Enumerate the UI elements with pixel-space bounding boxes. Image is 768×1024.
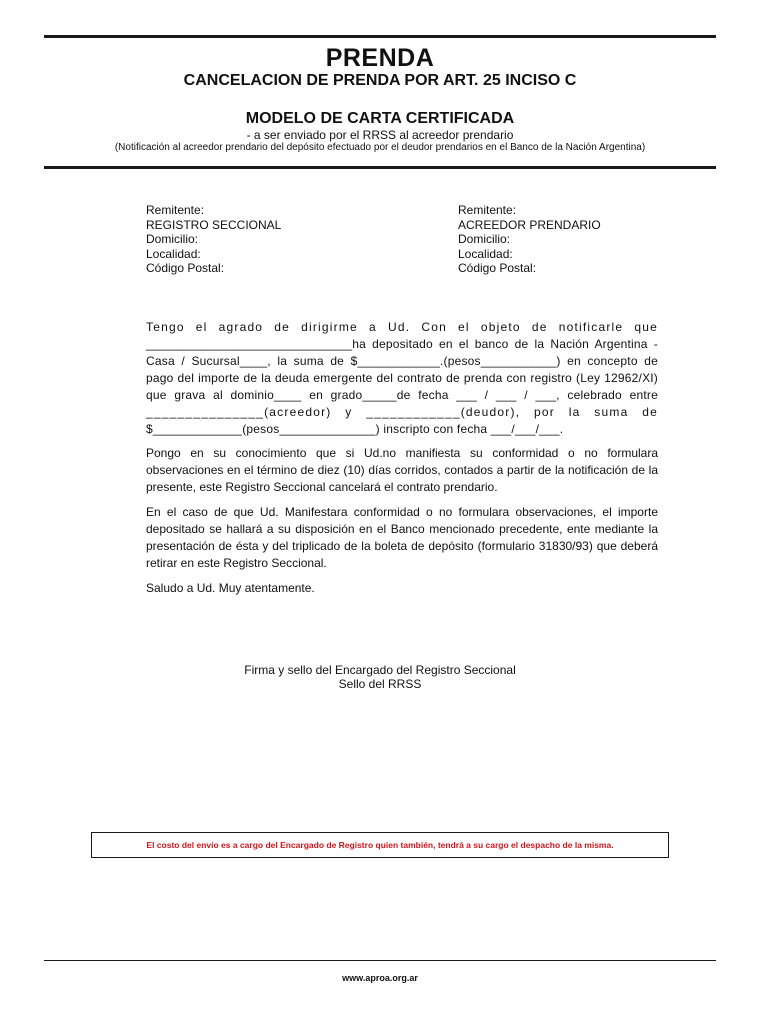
letter-paragraph-1	[146, 319, 658, 438]
model-title: MODELO DE CARTA CERTIFICADA	[245, 110, 515, 127]
signature-block	[44, 663, 716, 691]
locality-label: Localidad:	[458, 246, 513, 261]
sub-note: - a ser enviado por el RRSS al acreedor prendario	[246, 128, 514, 142]
sender-block-creditor	[458, 203, 601, 276]
paragraph-line: ______________________________ha depositado en el banco de la Nación Argentina -	[146, 337, 658, 351]
seal-line: Sello del RRSS	[338, 677, 422, 691]
paragraph-line: pago del importe de la deuda emergente del contrato de prenda con registro (Ley 12962/XI)	[146, 371, 658, 385]
notification-note: (Notificación al acreedor prendario del depósito efectuado por el deudor prendarios en el Banco de la Nación Argentina)	[114, 142, 646, 153]
footer-rule	[44, 960, 716, 961]
footer-url[interactable]: www.aproa.org.ar	[342, 973, 418, 983]
address-label: Domicilio:	[146, 232, 199, 246]
paragraph-line: que grava al dominio____ en grado_____de fecha ___ / ___ / ___, celebrado entre	[146, 388, 658, 402]
page-title: PRENDA	[325, 44, 435, 72]
paragraph-line: Casa / Sucursal____, la suma de $____________.(pesos___________) en concepto de	[146, 354, 658, 368]
paragraph-line: $_____________(pesos______________) inscripto con fecha ___/___/___.	[146, 422, 564, 436]
cost-notice-box: El costo del envío es a cargo del Encargado de Registro quien también, tendrá a su cargo el despacho de la misma.	[91, 832, 669, 858]
top-rule	[44, 35, 716, 38]
paragraph-line: Tengo el agrado de dirigirme a Ud. Con el objeto de notificarle que	[146, 320, 658, 334]
letter-closing: Saludo a Ud. Muy atentamente.	[146, 581, 315, 595]
header-rule	[44, 166, 716, 169]
sender-label: Remitente:	[146, 203, 205, 217]
locality-label: Localidad:	[146, 246, 201, 261]
page-subtitle: CANCELACION DE PRENDA POR ART. 25 INCISO C	[183, 72, 577, 89]
address-label: Domicilio:	[458, 232, 511, 246]
postal-code-label: Código Postal:	[146, 261, 225, 275]
paragraph-line: _______________(acreedor) y ____________(deudor), por la suma de	[146, 405, 658, 419]
signature-line: Firma y sello del Encargado del Registro Seccional	[244, 663, 516, 677]
letter-paragraph-2: Pongo en su conocimiento que si Ud.no manifiesta su conformidad o no formulara observaciones en el término de diez (10) días corridos, contados a partir de la notificación de la presente, este Registro Seccional cancelará el contrato prendario.	[146, 446, 658, 494]
letter-paragraph-3: En el caso de que Ud. Manifestara conformidad o no formulara observaciones, el importe depositado se hallará a su disposición en el Banco mencionado precedente, ente mediante la presentación de ésta y del triplicado de la boleta de depósito (formulario 31830/93) que deberá retirar en este Registro Seccional.	[146, 505, 658, 570]
sender-label: Remitente:	[458, 203, 517, 217]
sender-name: REGISTRO SECCIONAL	[146, 217, 282, 232]
sender-block-registry	[146, 203, 281, 276]
sender-name: ACREEDOR PRENDARIO	[458, 217, 601, 232]
postal-code-label: Código Postal:	[458, 261, 537, 275]
